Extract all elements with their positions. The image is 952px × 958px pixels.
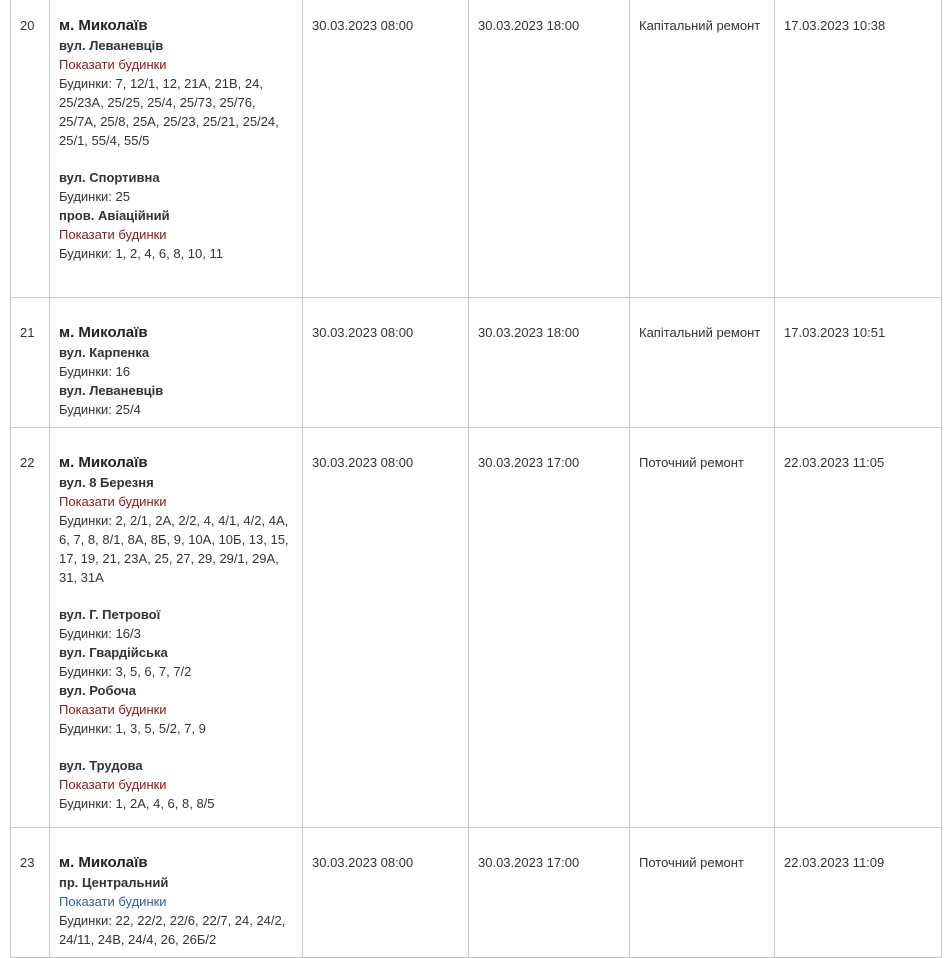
show-houses-link[interactable]: Показати будинки	[59, 894, 167, 909]
street-name: вул. Леваневців	[59, 383, 164, 398]
houses-list: Будинки: 2, 2/1, 2А, 2/2, 4, 4/1, 4/2, 4А, 6, 7, 8, 8/1, 8А, 8Б, 9, 10А, 10Б, 13, 15, 17, 19, 21, 23А, 25, 27, 29, 29/1, 29А, 31, 31А	[59, 513, 289, 585]
street-name: вул. Г. Петрової	[59, 607, 161, 622]
start-time: 30.03.2023 08:00	[303, 428, 469, 828]
table-row	[11, 298, 942, 428]
street-name: вул. Спортивна	[59, 170, 160, 185]
houses-list: Будинки: 25	[59, 189, 130, 204]
show-houses-link[interactable]: Показати будинки	[59, 494, 167, 509]
work-type: Капітальний ремонт	[630, 0, 775, 298]
street-name: вул. 8 Березня	[59, 475, 154, 490]
work-type: Капітальний ремонт	[630, 298, 775, 428]
start-time: 30.03.2023 08:00	[303, 0, 469, 298]
row-number: 22	[11, 428, 50, 828]
published-time: 22.03.2023 11:05	[775, 428, 942, 828]
houses-list: Будинки: 1, 2, 4, 6, 8, 10, 11	[59, 246, 223, 261]
street-name: пр. Центральний	[59, 875, 169, 890]
end-time: 30.03.2023 18:00	[469, 0, 630, 298]
city-name: м. Миколаїв	[59, 854, 148, 871]
row-number: 23	[11, 828, 50, 958]
street-name: вул. Гвардійська	[59, 645, 168, 660]
street-name: вул. Карпенка	[59, 345, 150, 360]
houses-list: Будинки: 7, 12/1, 12, 21А, 21В, 24, 25/23А, 25/25, 25/4, 25/73, 25/76, 25/7А, 25/8, 25А, 25/23, 25/21, 25/24, 25/1, 55/4, 55/5	[59, 76, 279, 148]
show-houses-link[interactable]: Показати будинки	[59, 702, 167, 717]
city-name: м. Миколаїв	[59, 17, 148, 34]
houses-list: Будинки: 22, 22/2, 22/6, 22/7, 24, 24/2, 24/11, 24В, 24/4, 26, 26Б/2	[59, 913, 286, 947]
city-name: м. Миколаїв	[59, 454, 148, 471]
end-time: 30.03.2023 17:00	[469, 828, 630, 958]
published-time: 17.03.2023 10:38	[775, 0, 942, 298]
start-time: 30.03.2023 08:00	[303, 298, 469, 428]
show-houses-link[interactable]: Показати будинки	[59, 227, 167, 242]
published-time: 22.03.2023 11:09	[775, 828, 942, 958]
spacer	[59, 738, 293, 756]
street-name: вул. Леваневців	[59, 38, 164, 53]
houses-list: Будинки: 16/3	[59, 626, 141, 641]
end-time: 30.03.2023 18:00	[469, 298, 630, 428]
street-name: пров. Авіаційний	[59, 208, 170, 223]
street-name: вул. Робоча	[59, 683, 136, 698]
spacer	[59, 587, 293, 605]
outage-table	[10, 0, 942, 958]
houses-list: Будинки: 25/4	[59, 402, 141, 417]
houses-list: Будинки: 1, 3, 5, 5/2, 7, 9	[59, 721, 206, 736]
start-time: 30.03.2023 08:00	[303, 828, 469, 958]
location-cell	[50, 828, 303, 958]
work-type: Поточний ремонт	[630, 428, 775, 828]
work-type: Поточний ремонт	[630, 828, 775, 958]
houses-list: Будинки: 1, 2А, 4, 6, 8, 8/5	[59, 796, 215, 811]
location-cell	[50, 298, 303, 428]
table-row	[11, 0, 942, 298]
location-cell	[50, 0, 303, 298]
table-row	[11, 428, 942, 828]
published-time: 17.03.2023 10:51	[775, 298, 942, 428]
houses-list: Будинки: 3, 5, 6, 7, 7/2	[59, 664, 192, 679]
table-row	[11, 828, 942, 958]
end-time: 30.03.2023 17:00	[469, 428, 630, 828]
location-cell	[50, 428, 303, 828]
show-houses-link[interactable]: Показати будинки	[59, 57, 167, 72]
spacer	[59, 150, 293, 168]
houses-list: Будинки: 16	[59, 364, 130, 379]
row-number: 21	[11, 298, 50, 428]
city-name: м. Миколаїв	[59, 324, 148, 341]
street-name: вул. Трудова	[59, 758, 143, 773]
show-houses-link[interactable]: Показати будинки	[59, 777, 167, 792]
row-number: 20	[11, 0, 50, 298]
